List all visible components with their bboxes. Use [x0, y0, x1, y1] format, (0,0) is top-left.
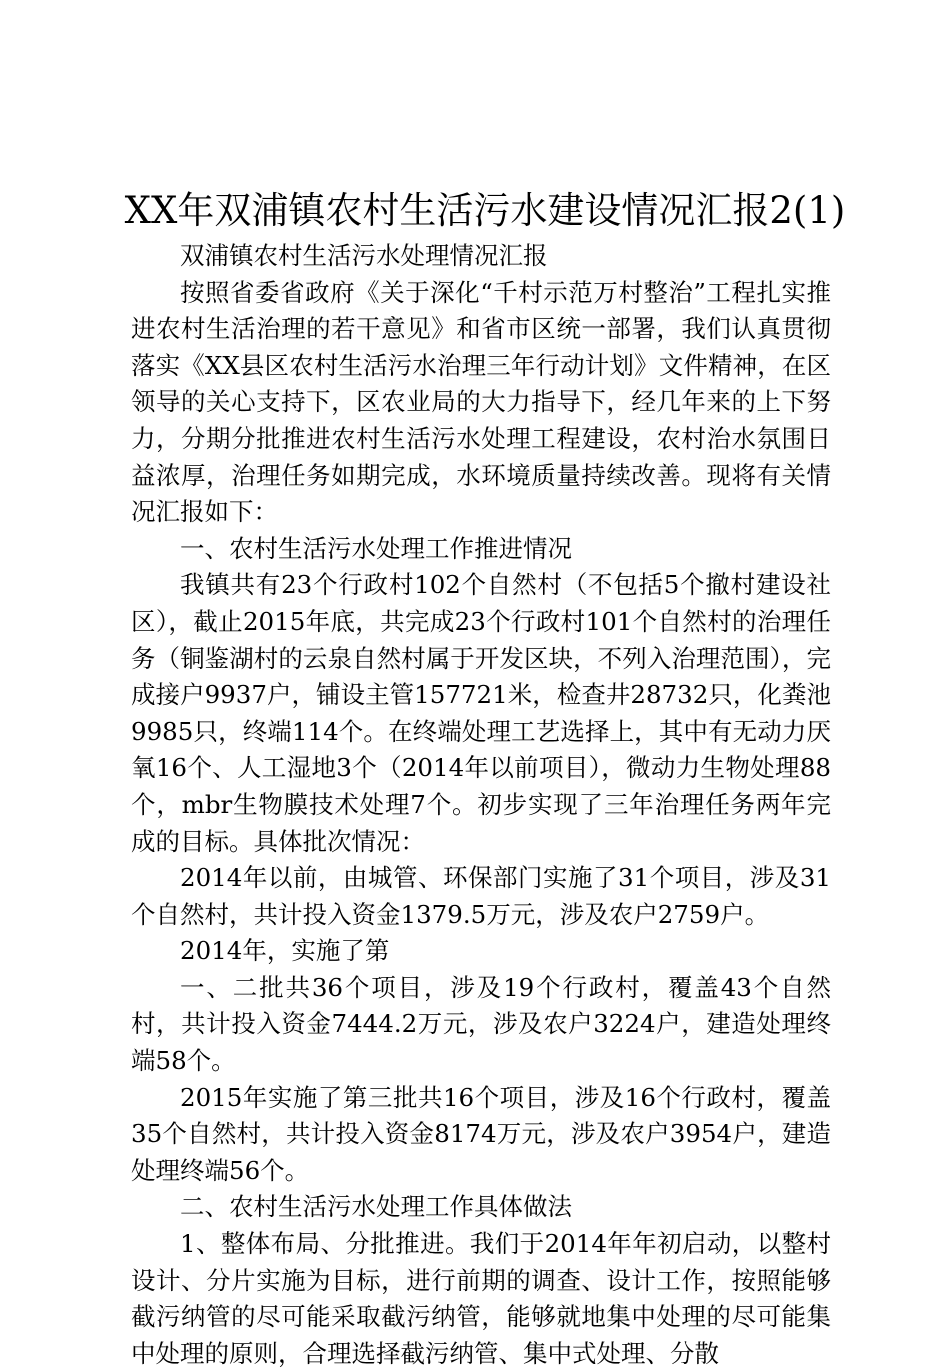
intro-paragraph: 按照省委省政府《关于深化“千村示范万村整治”工程扎实推进农村生活治理的若干意见》和省市区统一部署，我们认真贯彻落实《XX县区农村生活污水治理三年行动计划》文件精神，在区领导的关心支持下，区农业局的大力指导下，经几年来的上下努力，分期分批推进农村生活污水处理工程建设，农村治水氛围日益浓厚，治理任务如期完成，水环境质量持续改善。现将有关情况汇报如下：	[131, 277, 831, 527]
section-heading-2: 二、农村生活污水处理工作具体做法	[180, 1192, 572, 1222]
report-subtitle: 双浦镇农村生活污水处理情况汇报	[180, 241, 548, 270]
batch-1-2-paragraph: 一、二批共36个项目，涉及19个行政村，覆盖43个自然村，共计投入资金7444.2万元，涉及农户3224户，建造处理终端58个。	[131, 972, 831, 1076]
document-title: XX年双浦镇农村生活污水建设情况汇报2(1)	[124, 189, 846, 232]
section-heading-1: 一、农村生活污水处理工作推进情况	[180, 533, 572, 563]
pre-2014-paragraph: 2014年以前，由城管、环保部门实施了31个项目，涉及31个自然村，共计投入资金1379.5万元，涉及农户2759户。	[131, 863, 831, 929]
document-body	[131, 238, 831, 1372]
method-1-paragraph: 1、整体布局、分批推进。我们于2014年年初启动，以整村设计、分片实施为目标，进行前期的调查、设计工作，按照能够截污纳管的尽可能采取截污纳管，能够就地集中处理的尽可能集中处理的原则，合理选择截污纳管、集中式处理、分散	[131, 1229, 831, 1368]
year-2015-paragraph: 2015年实施了第三批共16个项目，涉及16个行政村，覆盖35个自然村，共计投入资金8174万元，涉及农户3954户，建造处理终端56个。	[131, 1082, 831, 1185]
year-2014-paragraph: 2014年，实施了第	[180, 936, 390, 966]
progress-paragraph: 我镇共有23个行政村102个自然村（不包括5个撤村建设社区），截止2015年底，共完成23个行政村101个自然村的治理任务（铜鉴湖村的云泉自然村属于开发区块，不列入治理范围），完成接户9937户，铺设主管157721米，检查井28732只，化粪池9985只，终端114个。在终端处理工艺选择上，其中有无动力厌氧16个、人工湿地3个（2014年以前项目），微动力生物处理88个，mbr生物膜技术处理7个。初步实现了三年治理任务两年完成的目标。具体批次情况：	[131, 570, 831, 856]
